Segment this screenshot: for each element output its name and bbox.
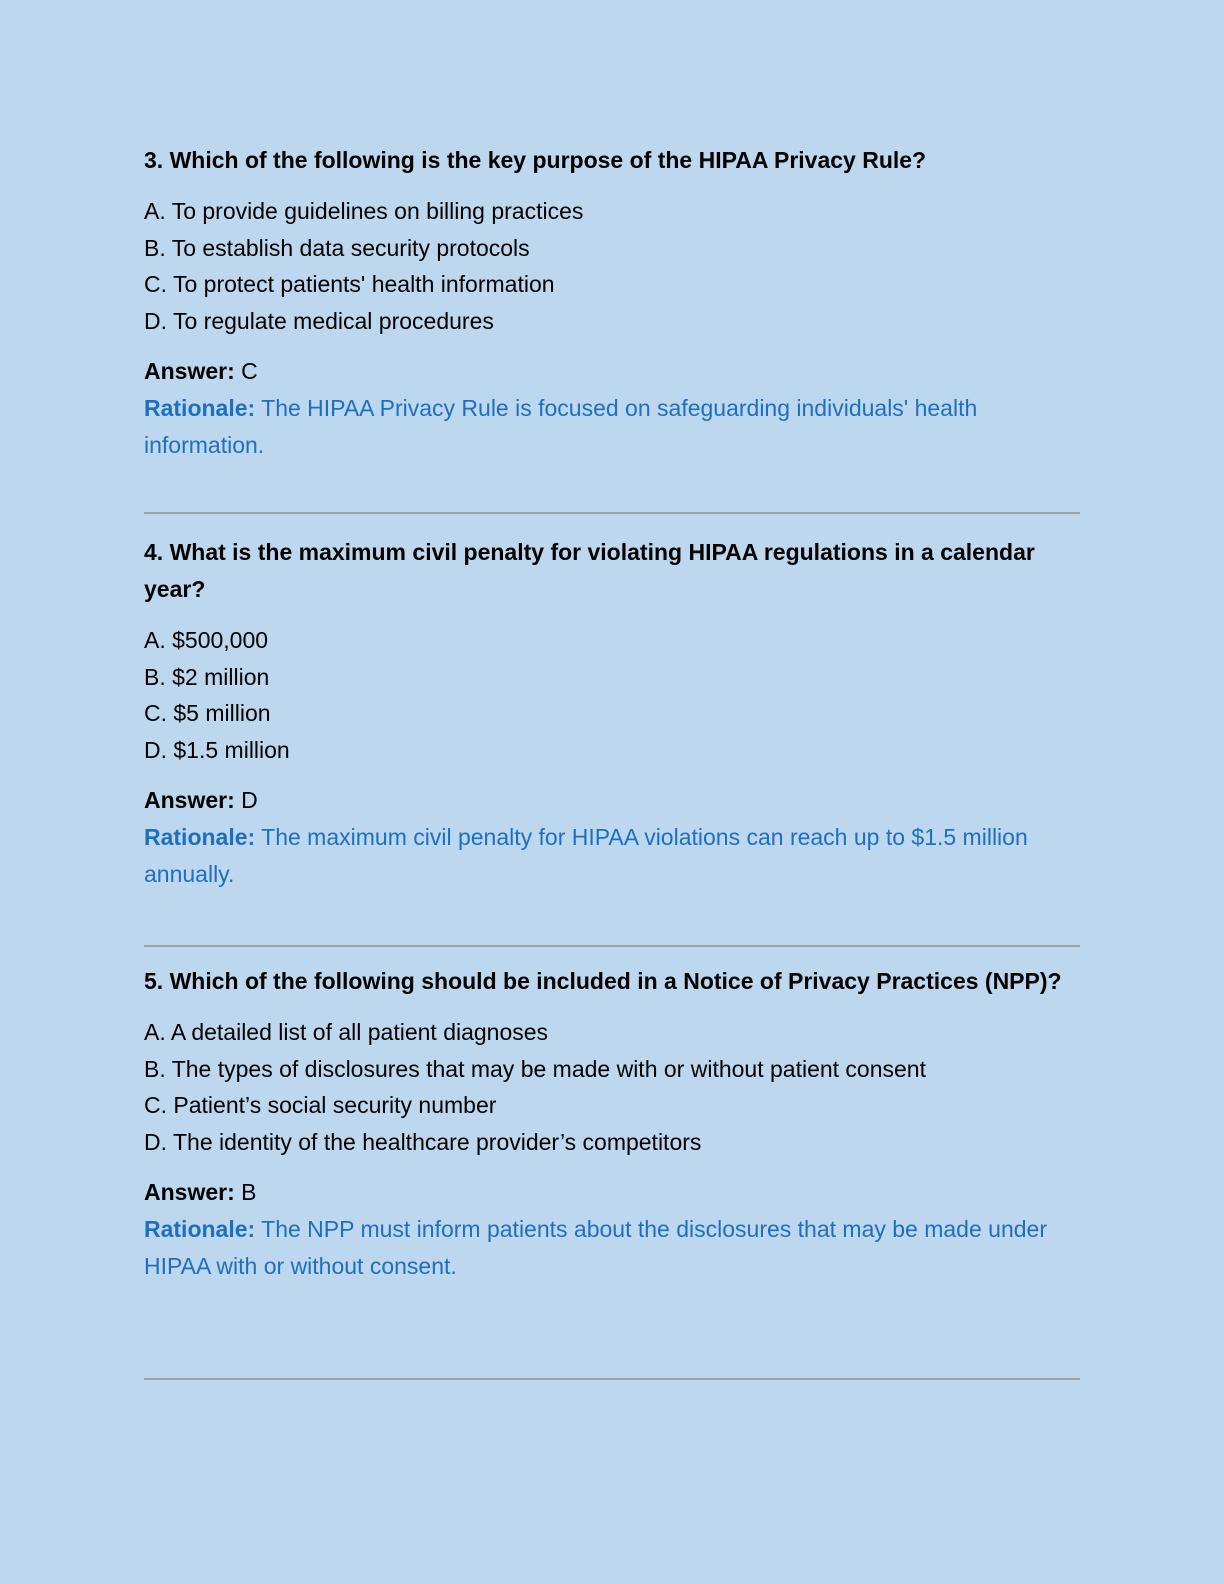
rationale-line <box>144 1211 1080 1285</box>
rationale-label: Rationale: <box>144 824 256 850</box>
question-title: 5. Which of the following should be included in a Notice of Privacy Practices (NPP)? <box>144 968 1062 994</box>
rationale-text: The NPP must inform patients about the disclosures that may be made under HIPAA with or without consent. <box>144 1216 1047 1279</box>
answer-line <box>144 353 1080 390</box>
section-divider <box>144 945 1080 948</box>
option-c: C. To protect patients' health information <box>144 271 555 297</box>
options-list <box>144 622 1080 768</box>
answer-line <box>144 1174 1080 1211</box>
section-divider <box>144 512 1080 515</box>
option-d: D. The identity of the healthcare provider’s competitors <box>144 1128 702 1155</box>
question-3-block <box>144 142 1080 464</box>
rationale-text: The maximum civil penalty for HIPAA violations can reach up to $1.5 million annually. <box>144 824 1028 887</box>
rationale-line <box>144 819 1080 893</box>
option-d: D. $1.5 million <box>144 736 290 763</box>
options-list <box>144 193 1080 339</box>
rationale-text: The HIPAA Privacy Rule is focused on safeguarding individuals' health information. <box>144 395 978 458</box>
rationale-label: Rationale: <box>144 395 256 421</box>
option-b: B. To establish data security protocols <box>144 234 530 261</box>
question-title: 4. What is the maximum civil penalty for violating HIPAA regulations in a calendar year? <box>144 539 1035 602</box>
question-5-block <box>144 963 1080 1285</box>
question-title: 3. Which of the following is the key purpose of the HIPAA Privacy Rule? <box>144 147 927 173</box>
option-a: A. $500,000 <box>144 627 269 653</box>
question-4-block <box>144 534 1080 893</box>
option-c: C. $5 million <box>144 700 271 726</box>
answer-label: Answer: <box>144 1179 235 1205</box>
answer-value: B <box>234 1179 257 1205</box>
rationale-line <box>144 390 1080 464</box>
answer-label: Answer: <box>144 787 235 813</box>
option-a: A. A detailed list of all patient diagnoses <box>144 1019 549 1045</box>
option-a: A. To provide guidelines on billing practices <box>144 198 584 224</box>
section-divider <box>144 1378 1080 1381</box>
options-list <box>144 1014 1080 1160</box>
option-d: D. To regulate medical procedures <box>144 307 494 334</box>
answer-value: D <box>234 787 258 813</box>
option-c: C. Patient’s social security number <box>144 1092 497 1118</box>
answer-value: C <box>234 358 258 384</box>
answer-label: Answer: <box>144 358 235 384</box>
option-b: B. $2 million <box>144 663 270 690</box>
answer-line <box>144 782 1080 819</box>
rationale-label: Rationale: <box>144 1216 256 1242</box>
option-b: B. The types of disclosures that may be made with or without patient consent <box>144 1055 926 1082</box>
